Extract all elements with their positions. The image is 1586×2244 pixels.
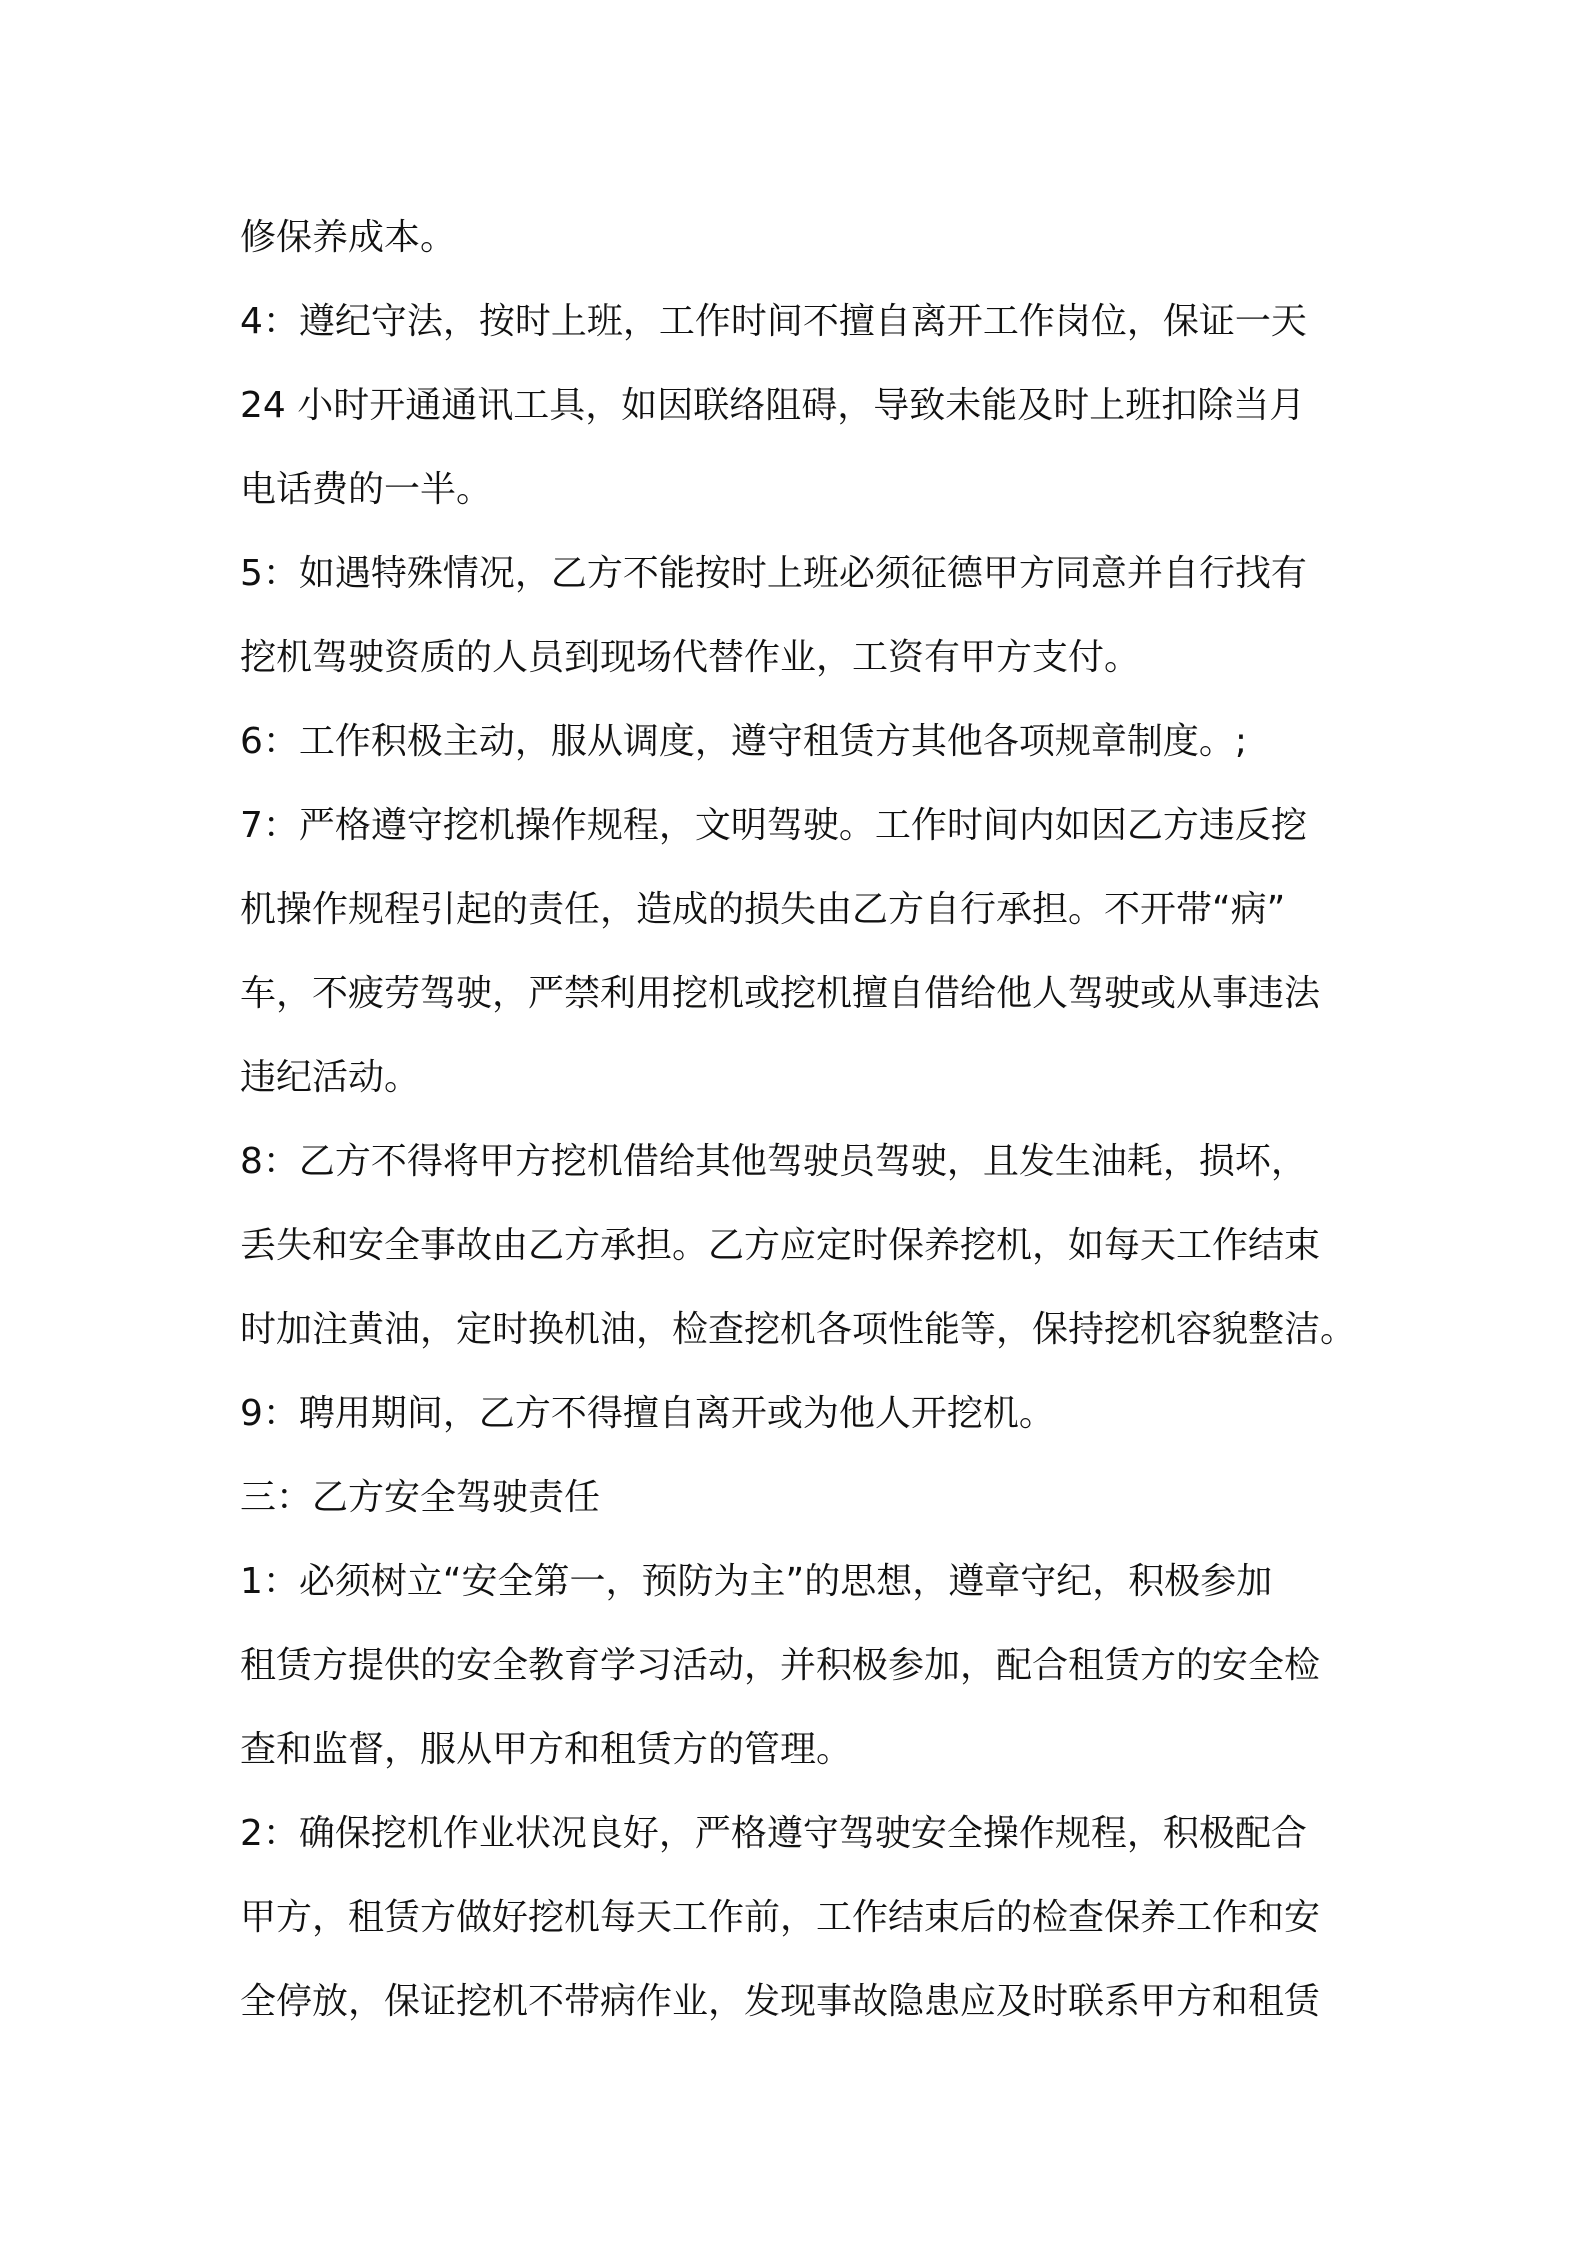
text-line: 8：乙方不得将甲方挖机借给其他驾驶员驾驶，且发生油耗，损坏， bbox=[240, 1141, 1307, 1182]
section-heading: 三：乙方安全驾驶责任 bbox=[240, 1477, 601, 1518]
text-line: 5：如遇特殊情况，乙方不能按时上班必须征德甲方同意并自行找有 bbox=[240, 553, 1307, 594]
text-line: 租赁方提供的安全教育学习活动，并积极参加，配合租赁方的安全检 bbox=[240, 1645, 1321, 1686]
text-line: 6：工作积极主动，服从调度，遵守租赁方其他各项规章制度。; bbox=[240, 721, 1248, 762]
text-line: 4：遵纪守法，按时上班，工作时间不擅自离开工作岗位，保证一天 bbox=[240, 301, 1307, 342]
text-line: 24 小时开通通讯工具，如因联络阻碍，导致未能及时上班扣除当月 bbox=[240, 385, 1306, 426]
text-line: 时加注黄油，定时换机油，检查挖机各项性能等，保持挖机容貌整洁。 bbox=[240, 1309, 1357, 1350]
text-line: 违纪活动。 bbox=[240, 1057, 421, 1098]
text-line: 1：必须树立“安全第一，预防为主”的思想，遵章守纪，积极参加 bbox=[240, 1561, 1273, 1602]
text-line: 查和监督，服从甲方和租赁方的管理。 bbox=[240, 1729, 853, 1770]
text-line: 9：聘用期间，乙方不得擅自离开或为他人开挖机。 bbox=[240, 1393, 1055, 1434]
text-line: 修保养成本。 bbox=[240, 217, 457, 258]
text-line: 电话费的一半。 bbox=[240, 469, 493, 510]
document-body bbox=[240, 196, 1360, 2044]
text-line: 车，不疲劳驾驶，严禁利用挖机或挖机擅自借给他人驾驶或从事违法 bbox=[240, 973, 1321, 1014]
text-line: 机操作规程引起的责任，造成的损失由乙方自行承担。不开带“病” bbox=[240, 889, 1286, 930]
text-line: 全停放，保证挖机不带病作业，发现事故隐患应及时联系甲方和租赁 bbox=[240, 1981, 1321, 2022]
text-line: 挖机驾驶资质的人员到现场代替作业，工资有甲方支付。 bbox=[240, 637, 1141, 678]
text-line: 丢失和安全事故由乙方承担。乙方应定时保养挖机，如每天工作结束 bbox=[240, 1225, 1321, 1266]
text-line: 甲方，租赁方做好挖机每天工作前，工作结束后的检查保养工作和安 bbox=[240, 1897, 1321, 1938]
text-line: 7：严格遵守挖机操作规程，文明驾驶。工作时间内如因乙方违反挖 bbox=[240, 805, 1307, 846]
text-line: 2：确保挖机作业状况良好，严格遵守驾驶安全操作规程，积极配合 bbox=[240, 1813, 1307, 1854]
